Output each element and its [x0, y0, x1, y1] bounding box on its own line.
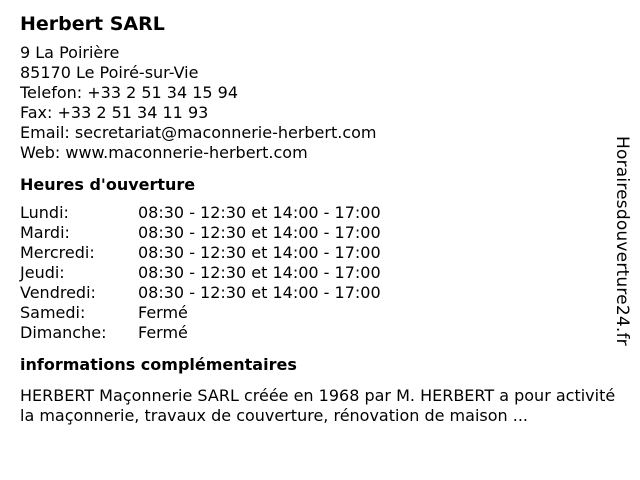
time-value: 08:30 - 12:30 et 14:00 - 17:00 — [138, 283, 381, 302]
contact-block — [20, 43, 620, 163]
time-value: Fermé — [138, 323, 188, 342]
day-label: Dimanche: — [20, 323, 107, 342]
hours-row-thursday — [20, 263, 620, 283]
hours-table — [20, 203, 620, 343]
company-name: Herbert SARL — [20, 13, 165, 35]
time-value: 08:30 - 12:30 et 14:00 - 17:00 — [138, 203, 381, 222]
company-description: HERBERT Maçonnerie SARL créée en 1968 par M. HERBERT a pour activité la maçonnerie, travaux de couverture, rénovation de maison ... — [20, 386, 616, 425]
time-value: Fermé — [138, 303, 188, 322]
address-line-1: 9 La Poirière — [20, 43, 120, 62]
time-value: 08:30 - 12:30 et 14:00 - 17:00 — [138, 243, 381, 262]
day-label: Mercredi: — [20, 243, 95, 262]
time-value: 08:30 - 12:30 et 14:00 - 17:00 — [138, 223, 381, 242]
web-line: Web: www.maconnerie-herbert.com — [20, 143, 308, 162]
address-line-2: 85170 Le Poiré-sur-Vie — [20, 63, 199, 82]
hours-row-friday — [20, 283, 620, 303]
hours-row-sunday — [20, 323, 620, 343]
time-value: 08:30 - 12:30 et 14:00 - 17:00 — [138, 263, 381, 282]
day-label: Samedi: — [20, 303, 86, 322]
day-label: Lundi: — [20, 203, 69, 222]
hours-row-wednesday — [20, 243, 620, 263]
day-label: Mardi: — [20, 223, 70, 242]
info-heading: informations complémentaires — [20, 355, 297, 374]
day-label: Vendredi: — [20, 283, 96, 302]
hours-row-monday — [20, 203, 620, 223]
email-line: Email: secretariat@maconnerie-herbert.com — [20, 123, 377, 142]
site-watermark: Horairesdouverture24.fr — [612, 136, 632, 346]
hours-row-saturday — [20, 303, 620, 323]
phone-line: Telefon: +33 2 51 34 15 94 — [20, 83, 239, 102]
day-label: Jeudi: — [20, 263, 65, 282]
hours-row-tuesday — [20, 223, 620, 243]
hours-heading: Heures d'ouverture — [20, 175, 196, 194]
business-card — [20, 12, 620, 426]
fax-line: Fax: +33 2 51 34 11 93 — [20, 103, 209, 122]
